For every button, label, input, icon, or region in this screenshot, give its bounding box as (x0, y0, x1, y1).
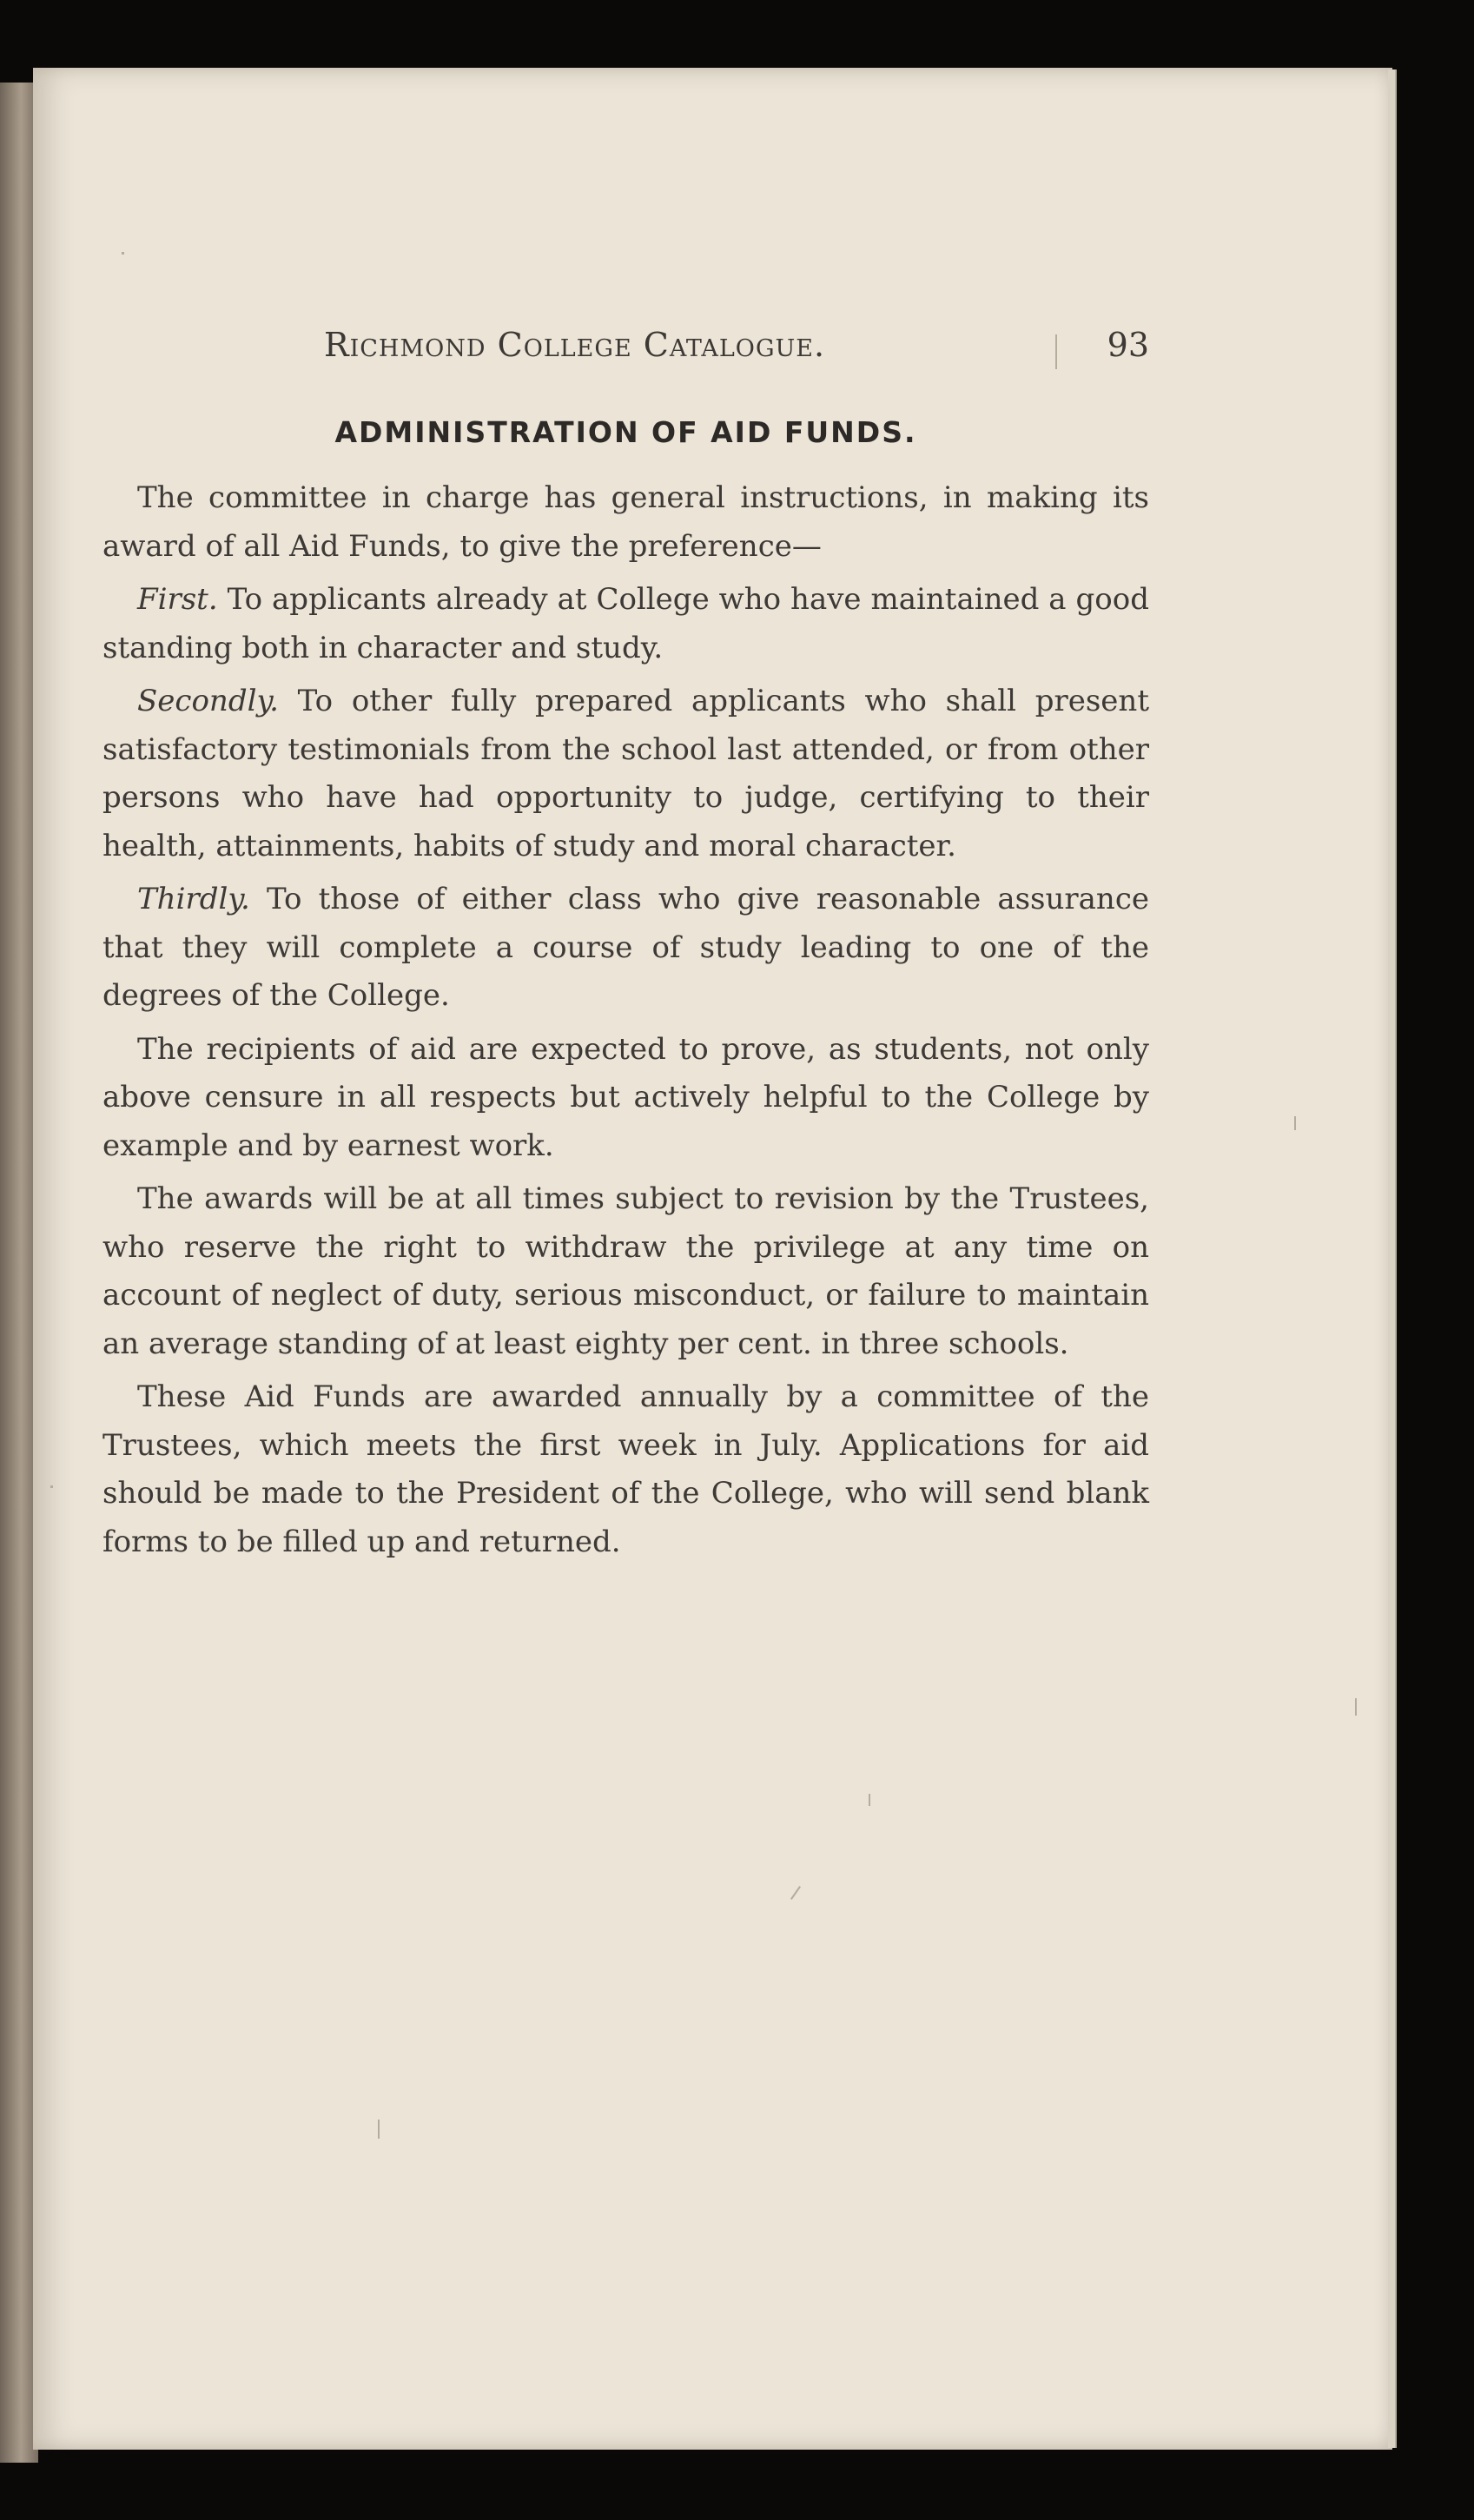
section-heading: ADMINISTRATION OF AID FUNDS. (334, 415, 917, 449)
paragraph-text: These Aid Funds are awarded annually by a committee of the Trustees, which meets the first week in July. Applications for aid should be made to the President of the College, who will send blank forms to be filled up and returned. (102, 1379, 1149, 1559)
paragraph-text: To other fully prepared applicants who shall present satisfactory testimonials from the school last attended, or from other persons who have had opportunity to judge, certifying to their health, attainments, habits of study and moral character. (102, 684, 1149, 863)
paragraph-text: The recipients of aid are expected to prove, as students, not only above censure in all respects but actively helpful to the College by example and by earnest work. (102, 1031, 1149, 1163)
paragraph-lead: Secondly. (137, 684, 279, 718)
paragraph-text: To applicants already at College who have maintained a good standing both in character and study. (102, 582, 1149, 665)
paragraph (102, 1175, 1149, 1368)
running-title: Richmond College Catalogue. (324, 326, 826, 364)
paragraph-lead: First. (137, 582, 218, 617)
paragraph (102, 1373, 1149, 1566)
paragraph-text: The committee in charge has general instructions, in making its award of all Aid Funds, to give the preference— (102, 480, 1149, 564)
paragraph-text: To those of either class who give reasonable assurance that they will complete a course of study leading to one of the degrees of the College. (102, 882, 1149, 1013)
paragraph (102, 576, 1149, 672)
paragraph (102, 876, 1149, 1021)
paragraph (102, 678, 1149, 870)
page-fore-edge (1388, 69, 1397, 2448)
paragraph (102, 1026, 1149, 1171)
paragraph-lead: Thirdly. (137, 882, 250, 916)
paragraph (102, 474, 1149, 571)
body-text (102, 474, 1149, 1566)
paragraph-text: The awards will be at all times subject to revision by the Trustees, who reserve the right to withdraw the privilege at any time on account of neglect of duty, serious misconduct, or failure to maintain an average standing of at least eighty per cent. in three schools. (102, 1181, 1149, 1361)
page-number: 93 (1107, 326, 1149, 364)
running-head (102, 326, 1149, 378)
